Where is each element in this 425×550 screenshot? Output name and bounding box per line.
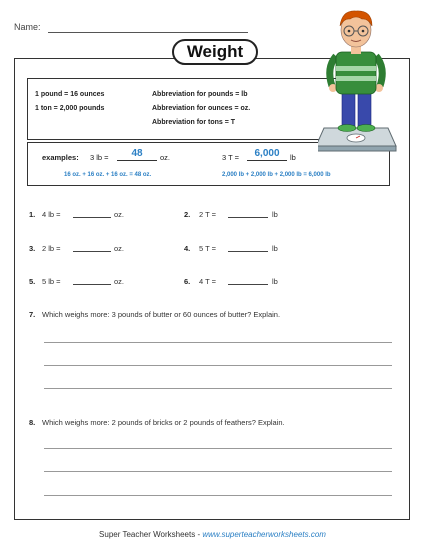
problem-5-answer-blank[interactable] xyxy=(73,284,111,285)
problem-3-answer-blank[interactable] xyxy=(73,251,111,252)
problem-4-prompt: 5 T = xyxy=(199,244,217,253)
problem-6-prompt: 4 T = xyxy=(199,277,217,286)
problem-3-unit: oz. xyxy=(114,244,125,253)
fact-ton-pounds: 1 ton = 2,000 pounds xyxy=(35,105,105,112)
problem-1-unit: oz. xyxy=(114,210,125,219)
example-1-unit: oz. xyxy=(160,153,171,162)
example-1-prompt: 3 lb = xyxy=(90,153,109,162)
example-1-work: 16 oz. + 16 oz. + 16 oz. = 48 oz. xyxy=(64,172,152,178)
question-8-text: Which weighs more: 2 pounds of bricks or 2 pounds of feathers? Explain. xyxy=(42,418,285,427)
problem-3-prompt: 2 lb = xyxy=(42,244,61,253)
question-7-write-line[interactable] xyxy=(44,342,392,343)
footer xyxy=(0,530,425,539)
fact-abbrev-ounces: Abbreviation for ounces = oz. xyxy=(152,105,251,112)
example-2-work: 2,000 lb + 2,000 lb + 2,000 lb = 6,000 lb xyxy=(222,172,331,178)
question-8-write-line[interactable] xyxy=(44,471,392,472)
example-2-answer-line xyxy=(247,160,287,161)
worksheet-title: Weight xyxy=(172,39,258,65)
question-7-write-line[interactable] xyxy=(44,388,392,389)
example-2-prompt: 3 T = xyxy=(222,153,240,162)
problem-5-unit: oz. xyxy=(114,277,125,286)
problem-4-answer-blank[interactable] xyxy=(228,251,268,252)
question-7-text: Which weighs more: 3 pounds of butter or 60 ounces of butter? Explain. xyxy=(42,310,281,319)
fact-abbrev-pounds: Abbreviation for pounds = lb xyxy=(152,91,248,98)
example-2-unit: lb xyxy=(290,153,296,162)
problem-2-prompt: 2 T = xyxy=(199,210,217,219)
question-8-write-line[interactable] xyxy=(44,495,392,496)
problem-2-unit: lb xyxy=(272,210,278,219)
problem-4-unit: lb xyxy=(272,244,278,253)
problem-6-number: 6. xyxy=(184,277,191,286)
question-7-write-line[interactable] xyxy=(44,365,392,366)
problem-1-prompt: 4 lb = xyxy=(42,210,61,219)
example-2-answer: 6,000 xyxy=(254,148,280,159)
problem-1-number: 1. xyxy=(29,210,36,219)
example-1-answer: 48 xyxy=(131,148,143,159)
question-8-write-line[interactable] xyxy=(44,448,392,449)
name-write-line[interactable] xyxy=(48,32,248,33)
boy-on-scale-illustration xyxy=(318,6,398,152)
facts-box xyxy=(27,78,345,140)
question-8-number: 8. xyxy=(29,418,36,427)
problem-2-answer-blank[interactable] xyxy=(228,217,268,218)
problem-3-number: 3. xyxy=(29,244,36,253)
problem-6-unit: lb xyxy=(272,277,278,286)
example-1-answer-line xyxy=(117,160,157,161)
footer-brand: Super Teacher Worksheets - xyxy=(99,530,203,539)
fact-abbrev-tons: Abbreviation for tons = T xyxy=(152,119,236,126)
problem-1-answer-blank[interactable] xyxy=(73,217,111,218)
problem-5-prompt: 5 lb = xyxy=(42,277,61,286)
examples-label: examples: xyxy=(42,153,79,162)
problem-4-number: 4. xyxy=(184,244,191,253)
name-label: Name: xyxy=(14,22,41,32)
fact-pound-ounces: 1 pound = 16 ounces xyxy=(35,91,105,98)
problem-6-answer-blank[interactable] xyxy=(228,284,268,285)
question-7-number: 7. xyxy=(29,310,36,319)
problem-2-number: 2. xyxy=(184,210,191,219)
problem-5-number: 5. xyxy=(29,277,36,286)
footer-url-link[interactable]: www.superteacherworksheets.com xyxy=(202,530,326,539)
